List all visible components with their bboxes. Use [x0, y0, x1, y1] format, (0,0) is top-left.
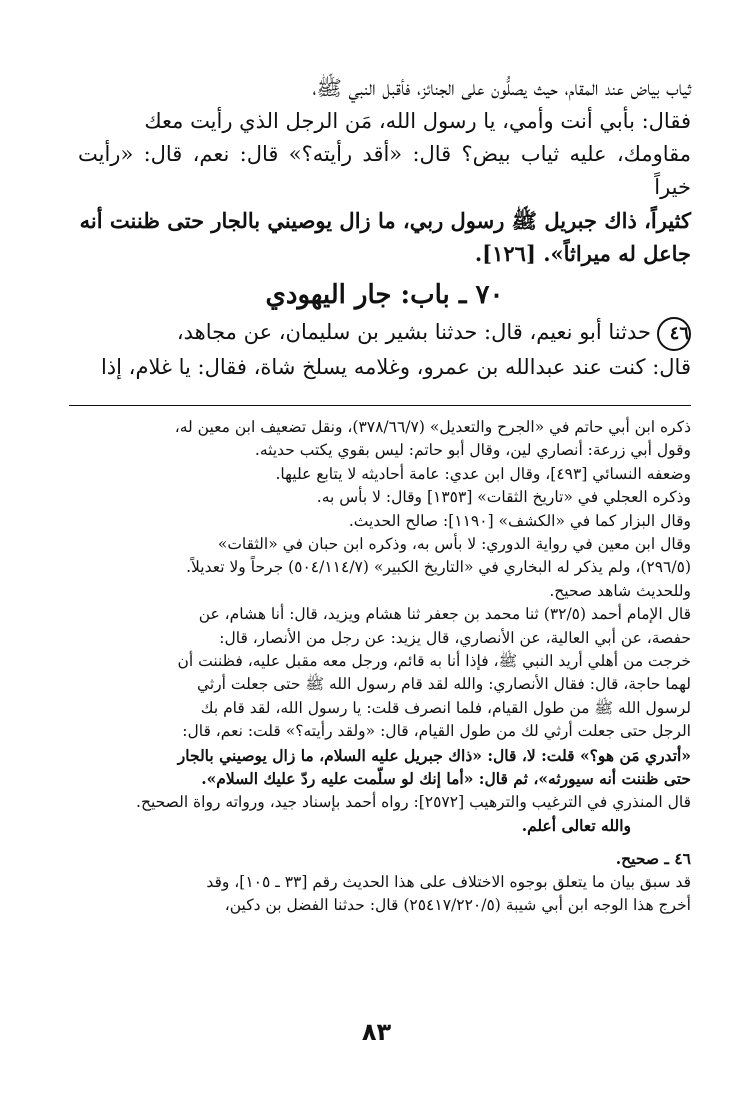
footnote-line: لهما حاجة، قال: فقال الأنصاري: والله لقد قام رسول الله ﷺ حتى جعلت أرثي — [196, 675, 691, 694]
main-line: مقاومك، عليه ثياب بيض؟ قال: «أقد رأيته؟» قال: نعم، قال: «رأيت خيراً — [78, 142, 691, 199]
footnote-line: (٢٩٦/٥)، ولم يذكر له البخاري في «التاريخ الكبير» (٥٠٤/١١٤/٧) جرحاً ولا تعديلاً. — [186, 558, 691, 577]
footnote-line: وذكره العجلي في «تاريخ الثقات» [١٣٥٣] وقال: لا بأس به. — [316, 488, 691, 507]
main-line: كثيراً، ذاك جبريل ﷺ رسول ربي، ما زال يوصيني بالجار حتى ظننت أنه — [79, 208, 691, 233]
hadith-block — [78, 316, 691, 384]
footnote-line: حتى ظننت أنه سيورثه»، ثم قال: «أما إنك لو سلّمت عليه ردّ عليك السلام». — [201, 769, 691, 789]
footnote-line: وقال ابن معين في رواية الدوري: لا بأس به، وذكره ابن حبان في «الثقات» — [217, 535, 691, 554]
main-text — [78, 72, 691, 270]
footnote-line: قال الإمام أحمد (٣٢/٥) ثنا محمد بن جعفر ثنا هشام ويزيد، قال: أنا هشام، عن — [198, 605, 691, 624]
footnote-line: والله تعالى أعلم. — [521, 815, 631, 835]
footnote-line: وضعفه النسائي [٤٩٣]، وقال ابن عدي: عامة أحاديثه لا يتابع عليها. — [275, 464, 691, 483]
hadith-line: قال: كنت عند عبدالله بن عمرو، وغلامه يسلخ شاة، فقال: يا غلام، إذا — [100, 354, 691, 379]
footnote-line: وللحديث شاهد صحيح. — [549, 581, 691, 600]
grade-heading: ٤٦ ـ صحيح. — [615, 849, 691, 869]
grade-line: قد سبق بيان ما يتعلق بوجوه الاختلاف على هذا الحديث رقم [٣٣ ـ ١٠٥]، وقد — [206, 872, 691, 891]
page-number: ٨٣ — [361, 1018, 392, 1046]
footnote-line: وقول أبي زرعة: أنصاري لين، وقال أبو حاتم: ليس بقوي يكتب حديثه. — [254, 441, 691, 460]
hadith-line — [78, 316, 691, 351]
main-line: ثياب بياض عند المقام، حيث يصلُّون على الجنائز، فأقبل النبي ﷺ، — [312, 76, 691, 100]
main-line: جاعل له ميراثاً». [١٢٦]. — [474, 241, 691, 266]
footnote-line: قال المنذري في الترغيب والترهيب [٢٥٧٢]: رواه أحمد بإسناد جيد، ورواته رواة الصحيح. — [136, 792, 691, 811]
footnote-spacer — [68, 837, 691, 847]
footnote-line: خرجت من أهلي أريد النبي ﷺ، فإذا أنا به قائم، ورجل معه مقبل عليه، فظننت أن — [177, 652, 691, 671]
hadith-line-text: حدثنا أبو نعيم، قال: حدثنا بشير بن سليمان، عن مجاهد، — [176, 320, 651, 344]
footnote-line: لرسول الله ﷺ من طول القيام، فلما انصرف قلت: يا رسول الله، لقد قام بك — [200, 698, 691, 717]
footnote-divider — [69, 405, 691, 406]
main-line: فقال: بأبي أنت وأمي، يا رسول الله، مَن الرجل الذي رأيت معك — [144, 109, 691, 133]
hadith-number-badge: ٤٦ — [657, 317, 691, 351]
footnotes — [68, 416, 691, 918]
grade-line: أخرج هذا الوجه ابن أبي شيبة (٢٥٤١٧/٢٢٠/٥) قال: حدثنا الفضل بن دكين، — [224, 896, 691, 915]
chapter-title: ٧٠ ـ باب: جار اليهودي — [265, 280, 504, 310]
footnote-line: حفصة، عن أبي العالية، عن الأنصاري، قال يزيد: عن رجل من الأنصار، قال: — [219, 628, 691, 647]
footnote-line: «أتدري مَن هو؟» قلت: لا، قال: «ذاك جبريل عليه السلام، ما زال يوصيني بالجار — [177, 745, 691, 765]
footnote-line: الرجل حتى جعلت أرثي لك من طول القيام، قال: «ولقد رأيته؟» قلت: نعم، قال: — [182, 722, 691, 741]
footnote-line: وقال البزار كما في «الكشف» [١١٩٠]: صالح الحديث. — [348, 511, 691, 530]
footnote-line: ذكره ابن أبي حاتم في «الجرح والتعديل» (٣٧٨/٦٦/٧)، ونقل تضعيف ابن معين له، — [174, 418, 691, 436]
